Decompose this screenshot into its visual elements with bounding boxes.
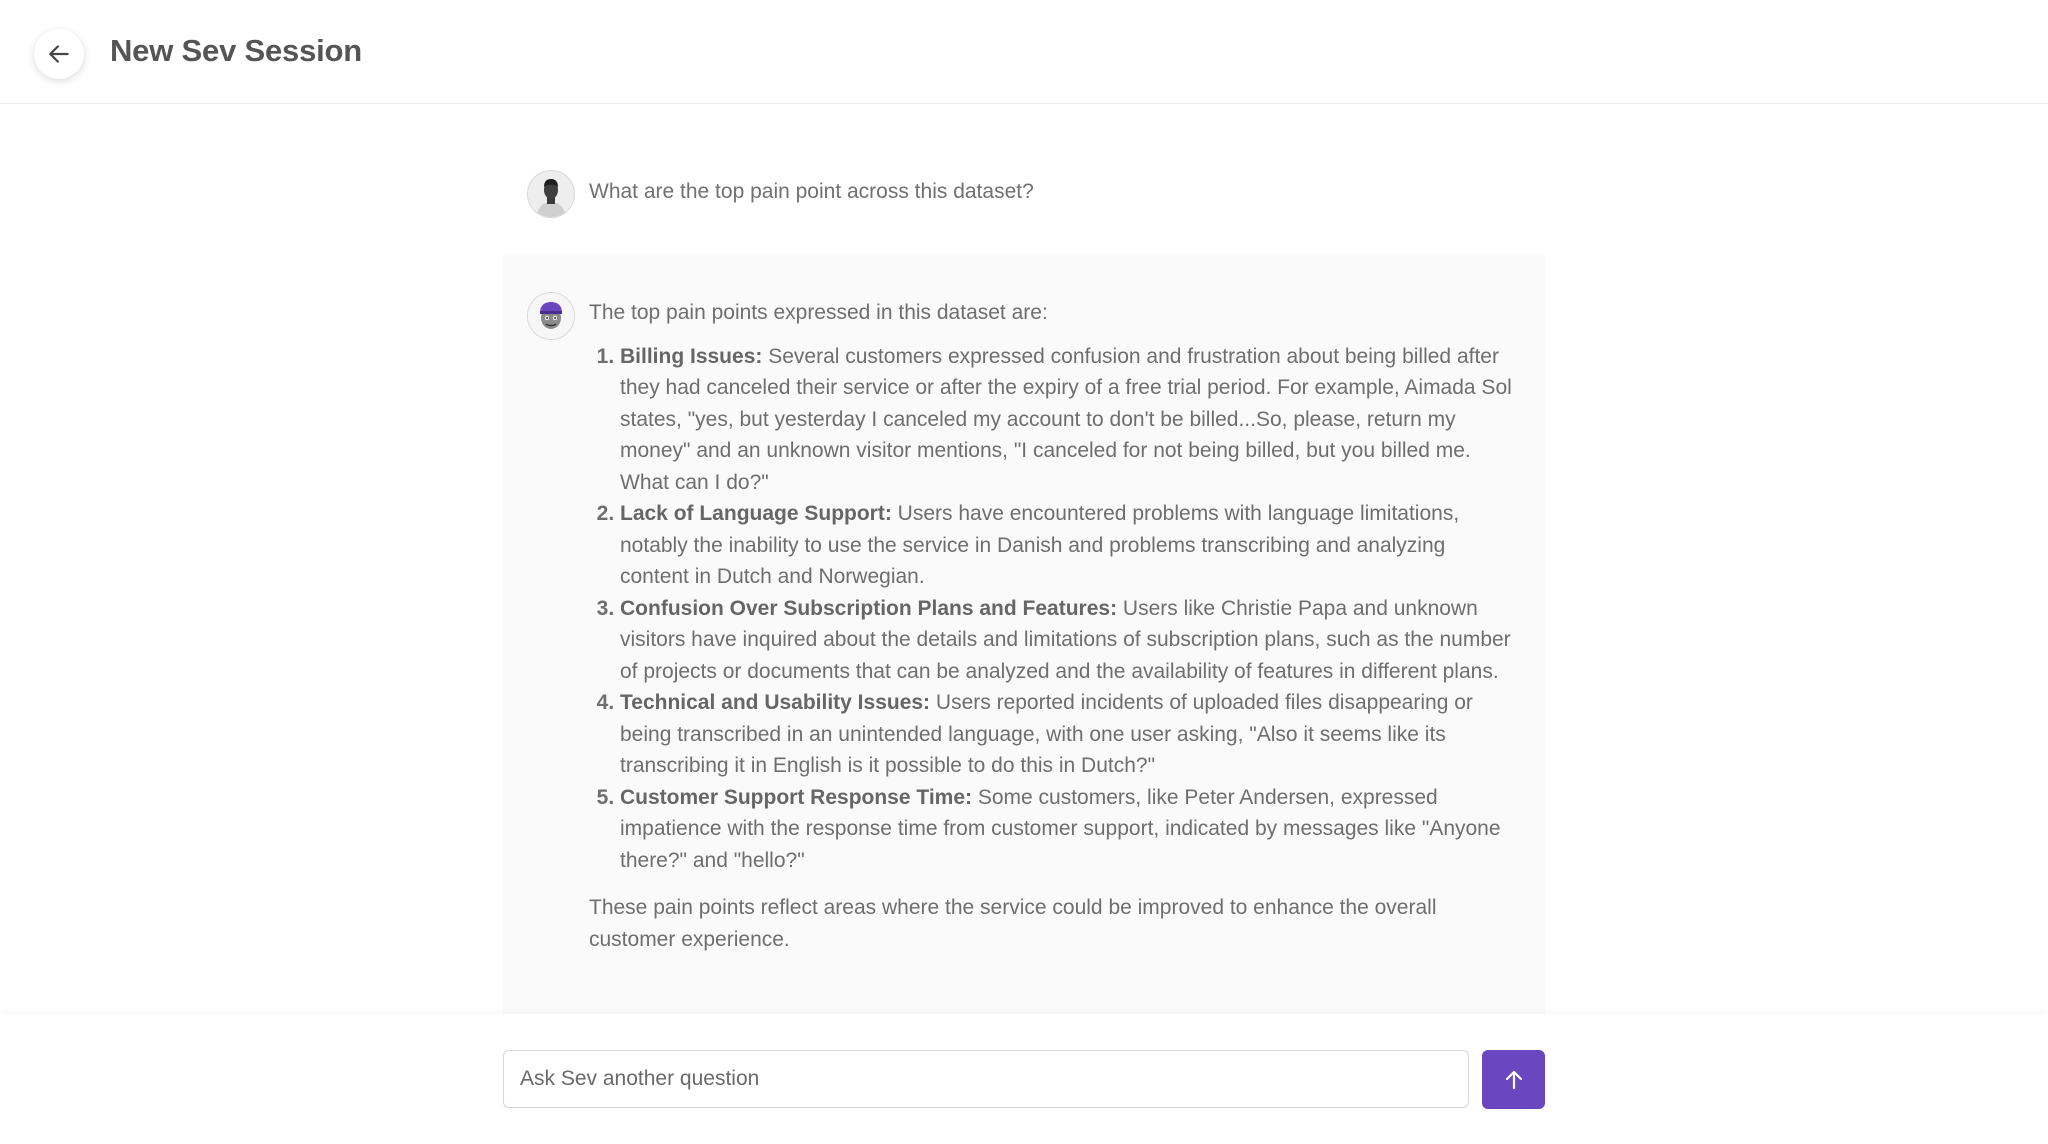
back-button[interactable] (34, 29, 84, 79)
chat-thread (503, 103, 1545, 1014)
list-item (620, 498, 1519, 593)
bot-closing: These pain points reflect areas where the service could be improved to enhance the overall customer experience. (589, 896, 1437, 951)
user-avatar (527, 170, 575, 218)
pain-point-text: Users have encountered problems with language limitations, notably the inability to use the service in Danish and problems transcribing and analyzing content in Dutch and Norwegian. (620, 502, 1460, 588)
arrow-up-icon (1502, 1068, 1526, 1092)
pain-point-text: Users reported incidents of uploaded files disappearing or being transcribed in an unintended language, with one user asking, "Also it seems like its transcribing it in English is it possible to do this in Dutch?" (620, 691, 1473, 777)
pain-point-title: Customer Support Response Time: (620, 785, 972, 809)
question-input[interactable] (503, 1050, 1469, 1108)
bot-message (503, 255, 1545, 1014)
pain-point-title: Lack of Language Support: (620, 502, 892, 525)
pain-point-text: Users like Christie Papa and unknown visitors have inquired about the details and limitations of subscription plans, such as the number of projects or documents that can be analyzed and the availability of features in different plans. (620, 596, 1511, 683)
list-item (620, 687, 1519, 782)
list-item (620, 593, 1519, 688)
pain-points-list (589, 341, 1519, 877)
bot-message-body (589, 297, 1519, 955)
bot-intro: The top pain points expressed in this dataset are: (589, 301, 1048, 324)
pain-point-title: Confusion Over Subscription Plans and Features: (620, 596, 1118, 620)
arrow-left-icon (46, 41, 72, 67)
app-header (0, 0, 2048, 104)
user-message-text: What are the top pain point across this dataset? (589, 180, 1034, 203)
pain-point-title: Technical and Usability Issues: (620, 691, 931, 714)
composer-bar (0, 1014, 2048, 1144)
send-button[interactable] (1482, 1050, 1545, 1109)
page-title: New Sev Session (110, 33, 363, 68)
pain-point-text: Several customers expressed confusion and frustration about being billed after they had canceled their service or after the expiry of a free trial period. For example, Aimada Sol states, "yes, but yesterday I canceled my account to don't be billed...So, please, return my money" and an unknown visitor mentions, "I canceled for not being billed, but you billed me. What can I do?" (620, 344, 1512, 494)
pain-point-text: Some customers, like Peter Andersen, expressed impatience with the response time from customer support, indicated by messages like "Anyone there?" and "hello?" (620, 785, 1501, 872)
list-item (620, 341, 1519, 499)
list-item (620, 782, 1519, 877)
sev-bot-avatar (527, 292, 575, 340)
user-message (503, 153, 1545, 256)
pain-point-title: Billing Issues: (620, 344, 763, 368)
